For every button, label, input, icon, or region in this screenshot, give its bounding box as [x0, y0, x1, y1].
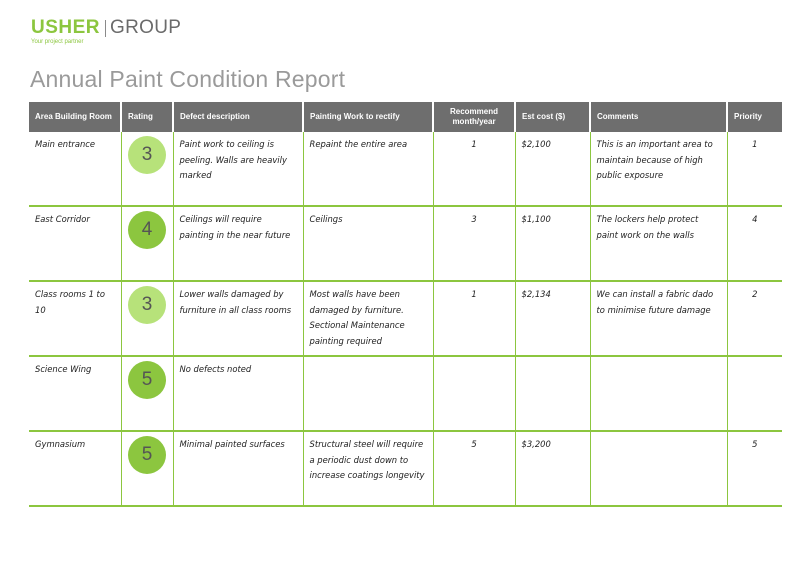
cell-recommend: 5 [433, 431, 515, 506]
header-work: Painting Work to rectify [303, 102, 433, 132]
cell-cost [515, 356, 590, 431]
cell-priority: 1 [727, 132, 782, 206]
cell-rating [121, 356, 173, 431]
cell-cost: $1,100 [515, 206, 590, 281]
cell-rating [121, 206, 173, 281]
table-row [29, 206, 782, 281]
cell-area: Gymnasium [29, 431, 121, 506]
header-priority: Priority [727, 102, 782, 132]
cell-defect: Paint work to ceiling is peeling. Walls are heavily marked [173, 132, 303, 206]
cell-cost: $2,100 [515, 132, 590, 206]
cell-defect: Lower walls damaged by furniture in all class rooms [173, 281, 303, 356]
cell-rating [121, 281, 173, 356]
cell-priority: 4 [727, 206, 782, 281]
cell-defect: Ceilings will require painting in the near future [173, 206, 303, 281]
cell-work: Structural steel will require a periodic dust down to increase coatings longevity [303, 431, 433, 506]
rating-badge: 4 [128, 211, 166, 249]
header-recommend: Recommend month/year [433, 102, 515, 132]
cell-area: East Corridor [29, 206, 121, 281]
logo-wordmark-secondary: GROUP [110, 17, 182, 38]
cell-area: Main entrance [29, 132, 121, 206]
cell-defect: No defects noted [173, 356, 303, 431]
cell-comments: This is an important area to maintain because of high public exposure [590, 132, 727, 206]
header-area: Area Building Room [29, 102, 121, 132]
cell-priority: 2 [727, 281, 782, 356]
cell-recommend: 1 [433, 281, 515, 356]
header-defect: Defect description [173, 102, 303, 132]
paint-condition-table [29, 102, 782, 507]
cell-comments [590, 356, 727, 431]
rating-badge: 3 [128, 136, 166, 174]
cell-recommend [433, 356, 515, 431]
cell-recommend: 3 [433, 206, 515, 281]
logo-divider [105, 20, 106, 37]
report-title: Annual Paint Condition Report [30, 66, 346, 92]
cell-defect: Minimal painted surfaces [173, 431, 303, 506]
cell-work [303, 356, 433, 431]
rating-badge: 3 [128, 286, 166, 324]
table-row [29, 281, 782, 356]
cell-comments: We can install a fabric dado to minimise future damage [590, 281, 727, 356]
table-header-row [29, 102, 782, 132]
header-cost: Est cost ($) [515, 102, 590, 132]
header-comments: Comments [590, 102, 727, 132]
cell-area: Class rooms 1 to 10 [29, 281, 121, 356]
cell-area: Science Wing [29, 356, 121, 431]
rating-badge: 5 [128, 436, 166, 474]
cell-rating [121, 132, 173, 206]
header-rating: Rating [121, 102, 173, 132]
cell-priority: 5 [727, 431, 782, 506]
cell-recommend: 1 [433, 132, 515, 206]
cell-work: Most walls have been damaged by furniture. Sectional Maintenance painting required [303, 281, 433, 356]
rating-badge: 5 [128, 361, 166, 399]
cell-work: Repaint the entire area [303, 132, 433, 206]
logo-wordmark-primary: USHER [31, 17, 101, 38]
cell-cost: $2,134 [515, 281, 590, 356]
company-logo [31, 18, 181, 45]
cell-cost: $3,200 [515, 431, 590, 506]
table-row [29, 132, 782, 206]
logo-tagline: Your project partner [31, 39, 84, 45]
table-row [29, 431, 782, 506]
cell-rating [121, 431, 173, 506]
cell-comments [590, 431, 727, 506]
cell-priority [727, 356, 782, 431]
cell-work: Ceilings [303, 206, 433, 281]
cell-comments: The lockers help protect paint work on the walls [590, 206, 727, 281]
table-row [29, 356, 782, 431]
